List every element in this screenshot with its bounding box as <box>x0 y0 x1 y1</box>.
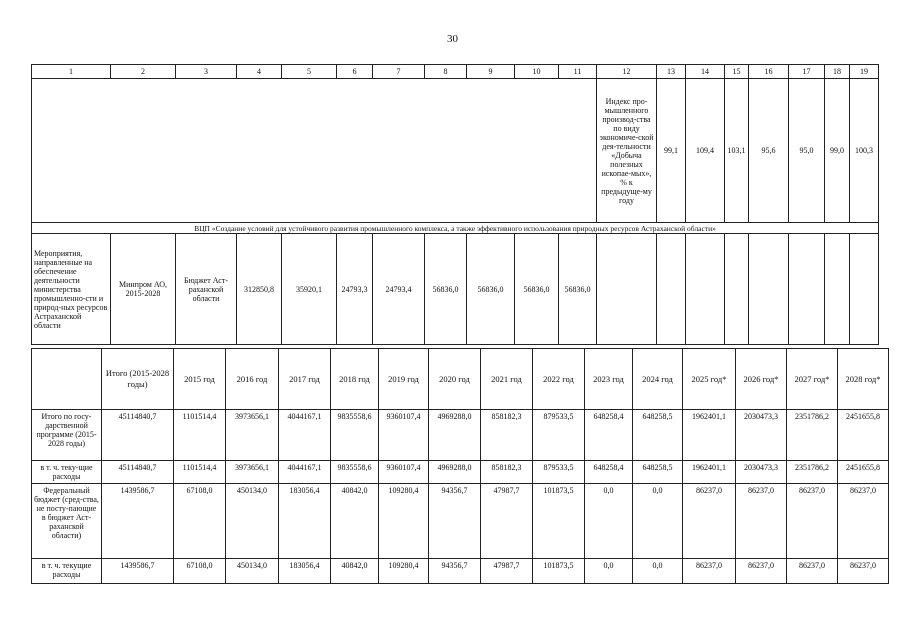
year-value: 3973656,1 <box>226 461 279 484</box>
col-number: 6 <box>337 65 373 79</box>
year-value: 1962401,1 <box>683 410 736 461</box>
year-value: 183056,4 <box>279 559 331 584</box>
empty-cell <box>597 234 657 345</box>
table-row <box>32 410 889 461</box>
empty-cell <box>686 234 725 345</box>
year-value: 86237,0 <box>787 559 838 584</box>
col-number: 11 <box>559 65 597 79</box>
program-totals-table <box>31 348 889 584</box>
year-value: 109280,4 <box>379 484 429 559</box>
col-number: 9 <box>467 65 515 79</box>
year-value: 3973656,1 <box>226 410 279 461</box>
indicator-row <box>32 79 879 223</box>
year-value: 648258,4 <box>585 410 633 461</box>
year-header: 2027 год* <box>787 349 838 410</box>
year-header: 2026 год* <box>736 349 787 410</box>
col-number: 1 <box>32 65 111 79</box>
year-value: 4044167,1 <box>279 461 331 484</box>
activity-value: 56836,0 <box>559 234 597 345</box>
year-header: 2017 год <box>279 349 331 410</box>
year-value: 0,0 <box>585 484 633 559</box>
col-number: 2 <box>111 65 176 79</box>
year-value: 67108,0 <box>174 484 226 559</box>
table-row <box>32 484 889 559</box>
year-header: 2022 год <box>533 349 585 410</box>
empty-cell <box>749 234 789 345</box>
col-number: 10 <box>515 65 559 79</box>
year-value: 879533,5 <box>533 410 585 461</box>
year-value: 0,0 <box>585 559 633 584</box>
year-value: 4969288,0 <box>429 461 481 484</box>
activity-value: 24793,4 <box>373 234 425 345</box>
year-header: 2015 год <box>174 349 226 410</box>
row-label: в т. ч. теку-щие расходы <box>32 461 102 484</box>
year-value: 9360107,4 <box>379 410 429 461</box>
activity-value: 56836,0 <box>425 234 467 345</box>
year-header: 2020 год <box>429 349 481 410</box>
col-number: 7 <box>373 65 425 79</box>
table-row <box>32 559 889 584</box>
year-value: 86237,0 <box>736 484 787 559</box>
activity-source: Бюджет Аст-раханской области <box>176 234 237 345</box>
col-number: 13 <box>657 65 686 79</box>
year-value: 2451655,8 <box>838 461 889 484</box>
col-number: 4 <box>237 65 282 79</box>
col-number: 3 <box>176 65 237 79</box>
table-row <box>32 461 889 484</box>
year-header: 2016 год <box>226 349 279 410</box>
year-value: 4969288,0 <box>429 410 481 461</box>
year-header: 2021 год <box>481 349 533 410</box>
year-value: 879533,5 <box>533 461 585 484</box>
empty-cell <box>850 234 879 345</box>
col-number: 17 <box>789 65 825 79</box>
activity-name: Мероприятия, направленные на обеспечение деятельности министерства промышленно-сти и природ-ных ресурсов Астраханской области <box>32 234 111 345</box>
indicator-value: 109,4 <box>686 79 725 223</box>
year-header: 2028 год* <box>838 349 889 410</box>
year-value: 67108,0 <box>174 559 226 584</box>
activity-value: 24793,3 <box>337 234 373 345</box>
year-value: 1101514,4 <box>174 461 226 484</box>
indicator-value: 99,0 <box>825 79 850 223</box>
year-value: 86237,0 <box>736 559 787 584</box>
row-total: 1439586,7 <box>102 559 174 584</box>
year-header: 2023 год <box>585 349 633 410</box>
year-value: 858182,3 <box>481 461 533 484</box>
indicator-value: 95,0 <box>789 79 825 223</box>
empty-cell <box>657 234 686 345</box>
year-value: 40842,0 <box>331 559 379 584</box>
year-value: 648258,4 <box>585 461 633 484</box>
col-number: 15 <box>725 65 749 79</box>
row-total: 45114840,7 <box>102 410 174 461</box>
year-value: 1962401,1 <box>683 461 736 484</box>
activity-row <box>32 234 879 345</box>
year-header: 2025 год* <box>683 349 736 410</box>
column-number-row <box>32 65 879 79</box>
year-value: 9835558,6 <box>331 410 379 461</box>
year-value: 2451655,8 <box>838 410 889 461</box>
col-number: 12 <box>597 65 657 79</box>
year-value: 648258,5 <box>633 461 683 484</box>
year-value: 4044167,1 <box>279 410 331 461</box>
year-header: 2018 год <box>331 349 379 410</box>
row-total: 45114840,7 <box>102 461 174 484</box>
year-value: 94356,7 <box>429 484 481 559</box>
year-header: 2019 год <box>379 349 429 410</box>
empty-cell <box>32 349 102 410</box>
year-value: 86237,0 <box>683 559 736 584</box>
indicator-value: 100,3 <box>850 79 879 223</box>
year-value: 109280,4 <box>379 559 429 584</box>
activity-value: 56836,0 <box>467 234 515 345</box>
year-value: 2030473,3 <box>736 461 787 484</box>
year-value: 450134,0 <box>226 484 279 559</box>
col-number: 14 <box>686 65 725 79</box>
col-number: 5 <box>282 65 337 79</box>
year-value: 0,0 <box>633 484 683 559</box>
year-value: 2351786,2 <box>787 461 838 484</box>
row-total: 1439586,7 <box>102 484 174 559</box>
activity-value: 56836,0 <box>515 234 559 345</box>
year-header-row <box>32 349 889 410</box>
col-number: 19 <box>850 65 879 79</box>
year-value: 101873,5 <box>533 484 585 559</box>
section-title: ВЦП «Создание условий для устойчивого развития промышленного комплекса, а также эффективного использования природных ресурсов Астраханской области» <box>32 223 879 234</box>
empty-cell <box>32 79 597 223</box>
row-label: в т. ч. текущие расходы <box>32 559 102 584</box>
empty-cell <box>825 234 850 345</box>
year-value: 86237,0 <box>683 484 736 559</box>
year-header: 2024 год <box>633 349 683 410</box>
year-value: 183056,4 <box>279 484 331 559</box>
indicator-value: 95,6 <box>749 79 789 223</box>
year-value: 94356,7 <box>429 559 481 584</box>
col-number: 16 <box>749 65 789 79</box>
year-value: 1101514,4 <box>174 410 226 461</box>
year-value: 648258,5 <box>633 410 683 461</box>
year-value: 450134,0 <box>226 559 279 584</box>
row-label: Федеральный бюджет (сред-ства, не посту-пающие в бюджет Аст-раханской области) <box>32 484 102 559</box>
page-number: 30 <box>447 33 458 45</box>
year-value: 86237,0 <box>838 559 889 584</box>
year-value: 40842,0 <box>331 484 379 559</box>
activity-value: 35920,1 <box>282 234 337 345</box>
year-value: 47987,7 <box>481 559 533 584</box>
indicator-name: Индекс про-мышленного производ-ства по виду экономиче-ской дея-тельности «Добыча полезных ископае-мых», % к предыдуще-му году <box>597 79 657 223</box>
year-value: 86237,0 <box>838 484 889 559</box>
year-value: 47987,7 <box>481 484 533 559</box>
year-value: 858182,3 <box>481 410 533 461</box>
section-row <box>32 223 879 234</box>
activity-value: 312850,8 <box>237 234 282 345</box>
empty-cell <box>725 234 749 345</box>
col-number: 8 <box>425 65 467 79</box>
year-value: 101873,5 <box>533 559 585 584</box>
col-number: 18 <box>825 65 850 79</box>
indicator-value: 103,1 <box>725 79 749 223</box>
year-value: 2351786,2 <box>787 410 838 461</box>
indicator-value: 99,1 <box>657 79 686 223</box>
year-value: 86237,0 <box>787 484 838 559</box>
year-value: 2030473,3 <box>736 410 787 461</box>
total-header: Итого (2015-2028 годы) <box>102 349 174 410</box>
year-value: 9835558,6 <box>331 461 379 484</box>
year-value: 9360107,4 <box>379 461 429 484</box>
row-label: Итого по госу-дарственной программе (2015-2028 годы) <box>32 410 102 461</box>
activity-executor: Минпром АО, 2015-2028 <box>111 234 176 345</box>
empty-cell <box>789 234 825 345</box>
program-table-top <box>31 64 879 345</box>
year-value: 0,0 <box>633 559 683 584</box>
